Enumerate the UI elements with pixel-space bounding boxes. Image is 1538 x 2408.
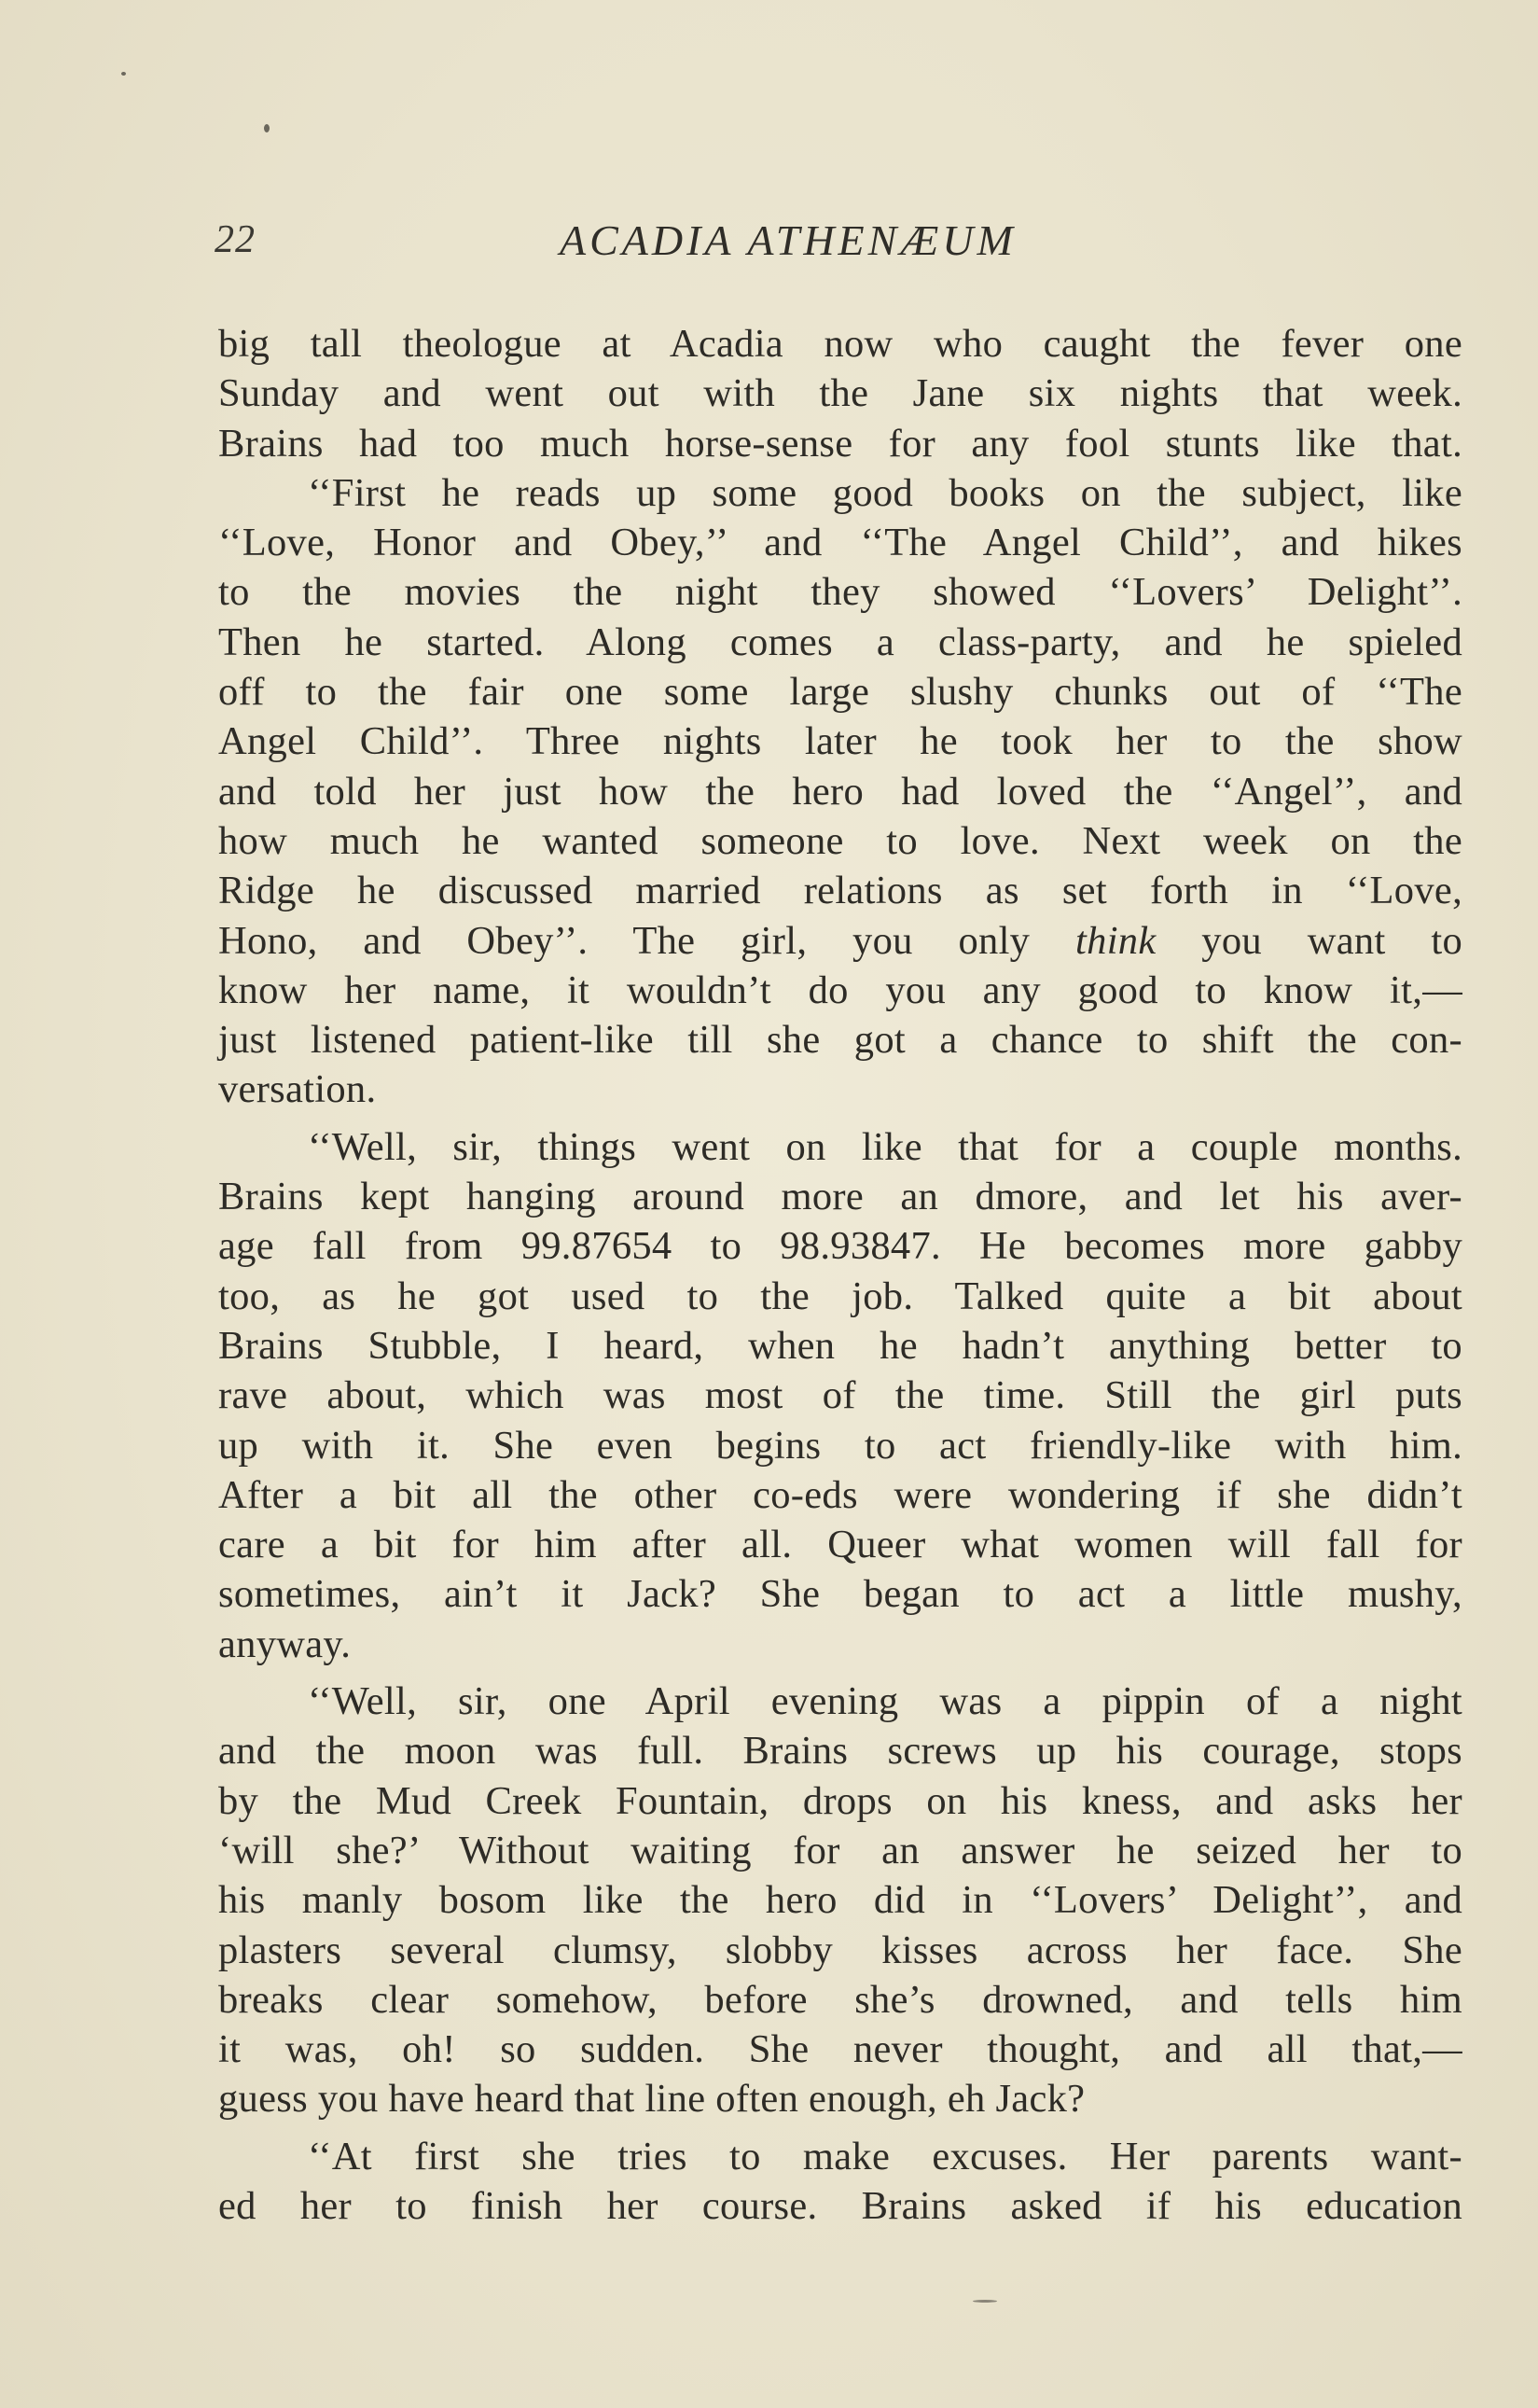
text-line: his manly bosom like the hero did in ‘‘Lovers’ Delight’’, and [218,1878,1462,1923]
text-line: Brains Stubble, I heard, when he hadn’t anything better to [218,1323,1462,1368]
text-line: sometimes, ain’t it Jack? She began to act a little mushy, [218,1572,1462,1617]
text-line: know her name, it wouldn’t do you any good to know it,— [218,967,1462,1012]
paragraph-first-line: ‘‘Well, sir, things went on like that for a couple months. [308,1124,1462,1169]
italic-emphasis: think [1075,918,1157,963]
text-line: up with it. She even begins to act friendly-like with him. [218,1423,1462,1468]
text-line: Ridge he discussed married relations as set forth in ‘‘Love, [218,869,1462,913]
paragraph-last-line: versation. [218,1067,377,1112]
text-line: it was, oh! so sudden. She never thought, and all that,— [218,2027,1462,2072]
paragraph-first-line: ‘‘First he reads up some good books on the subject, like [308,470,1462,515]
paragraph-last-line: guess you have heard that line often enough, eh Jack? [218,2077,1086,2122]
text-line: to the movies the night they showed ‘‘Lovers’ Delight’’. [218,570,1462,615]
text-line-with-italic [218,916,1462,966]
paragraph-first-line: ‘‘At first she tries to make excuses. Her parents want- [308,2134,1462,2178]
running-head [215,217,1455,273]
text-segment: you want to [1156,918,1462,963]
text-line: by the Mud Creek Fountain, drops on his kness, and asks her [218,1778,1462,1823]
paragraph-first-line: ‘‘Well, sir, one April evening was a pippin of a night [308,1679,1462,1724]
text-line: just listened patient-like till she got a chance to shift the con- [218,1018,1462,1063]
text-line: Then he started. Along comes a class-party, and he spieled [218,619,1462,664]
page-number: 22 [215,218,256,261]
text-line: and told her just how the hero had loved the ‘‘Angel’’, and [218,769,1462,814]
text-line: ‘‘Love, Honor and Obey,’’ and ‘‘The Angel Child’’, and hikes [218,521,1462,565]
body-text [218,319,1462,2231]
text-line: Brains had too much horse-sense for any fool stunts like that. [218,421,1462,466]
page-speck [973,2300,997,2303]
journal-title: ACADIA ATHENÆUM [560,216,1017,264]
text-line: Angel Child’’. Three nights later he took her to the show [218,719,1462,764]
paragraph-last-line: anyway. [218,1622,352,1666]
text-line: plasters several clumsy, slobby kisses across her face. She [218,1928,1462,1972]
text-line: too, as he got used to the job. Talked quite a bit about [218,1274,1462,1318]
text-line: how much he wanted someone to love. Next week on the [218,818,1462,863]
text-line: ed her to finish her course. Brains asked if his education [218,2183,1462,2228]
text-line: After a bit all the other co-eds were wondering if she didn’t [218,1472,1462,1517]
text-line: Sunday and went out with the Jane six nights that week. [218,371,1462,416]
text-line: age fall from 99.87654 to 98.93847. He becomes more gabby [218,1224,1462,1269]
page-speck [264,124,270,132]
text-line: ‘will she?’ Without waiting for an answer he seized her to [218,1828,1462,1872]
text-line: Brains kept hanging around more an dmore, and let his aver- [218,1175,1462,1219]
text-line: and the moon was full. Brains screws up his courage, stops [218,1729,1462,1774]
text-line: off to the fair one some large slushy chunks out of ‘‘The [218,670,1462,715]
text-line: rave about, which was most of the time. Still the girl puts [218,1373,1462,1418]
text-line: breaks clear somehow, before she’s drowned, and tells him [218,1977,1462,2022]
page-speck [121,72,126,76]
text-line: care a bit for him after all. Queer what women will fall for [218,1523,1462,1567]
text-segment: Hono, and Obey’’. The girl, you only [218,918,1076,963]
text-line: big tall theologue at Acadia now who caught the fever one [218,322,1462,366]
